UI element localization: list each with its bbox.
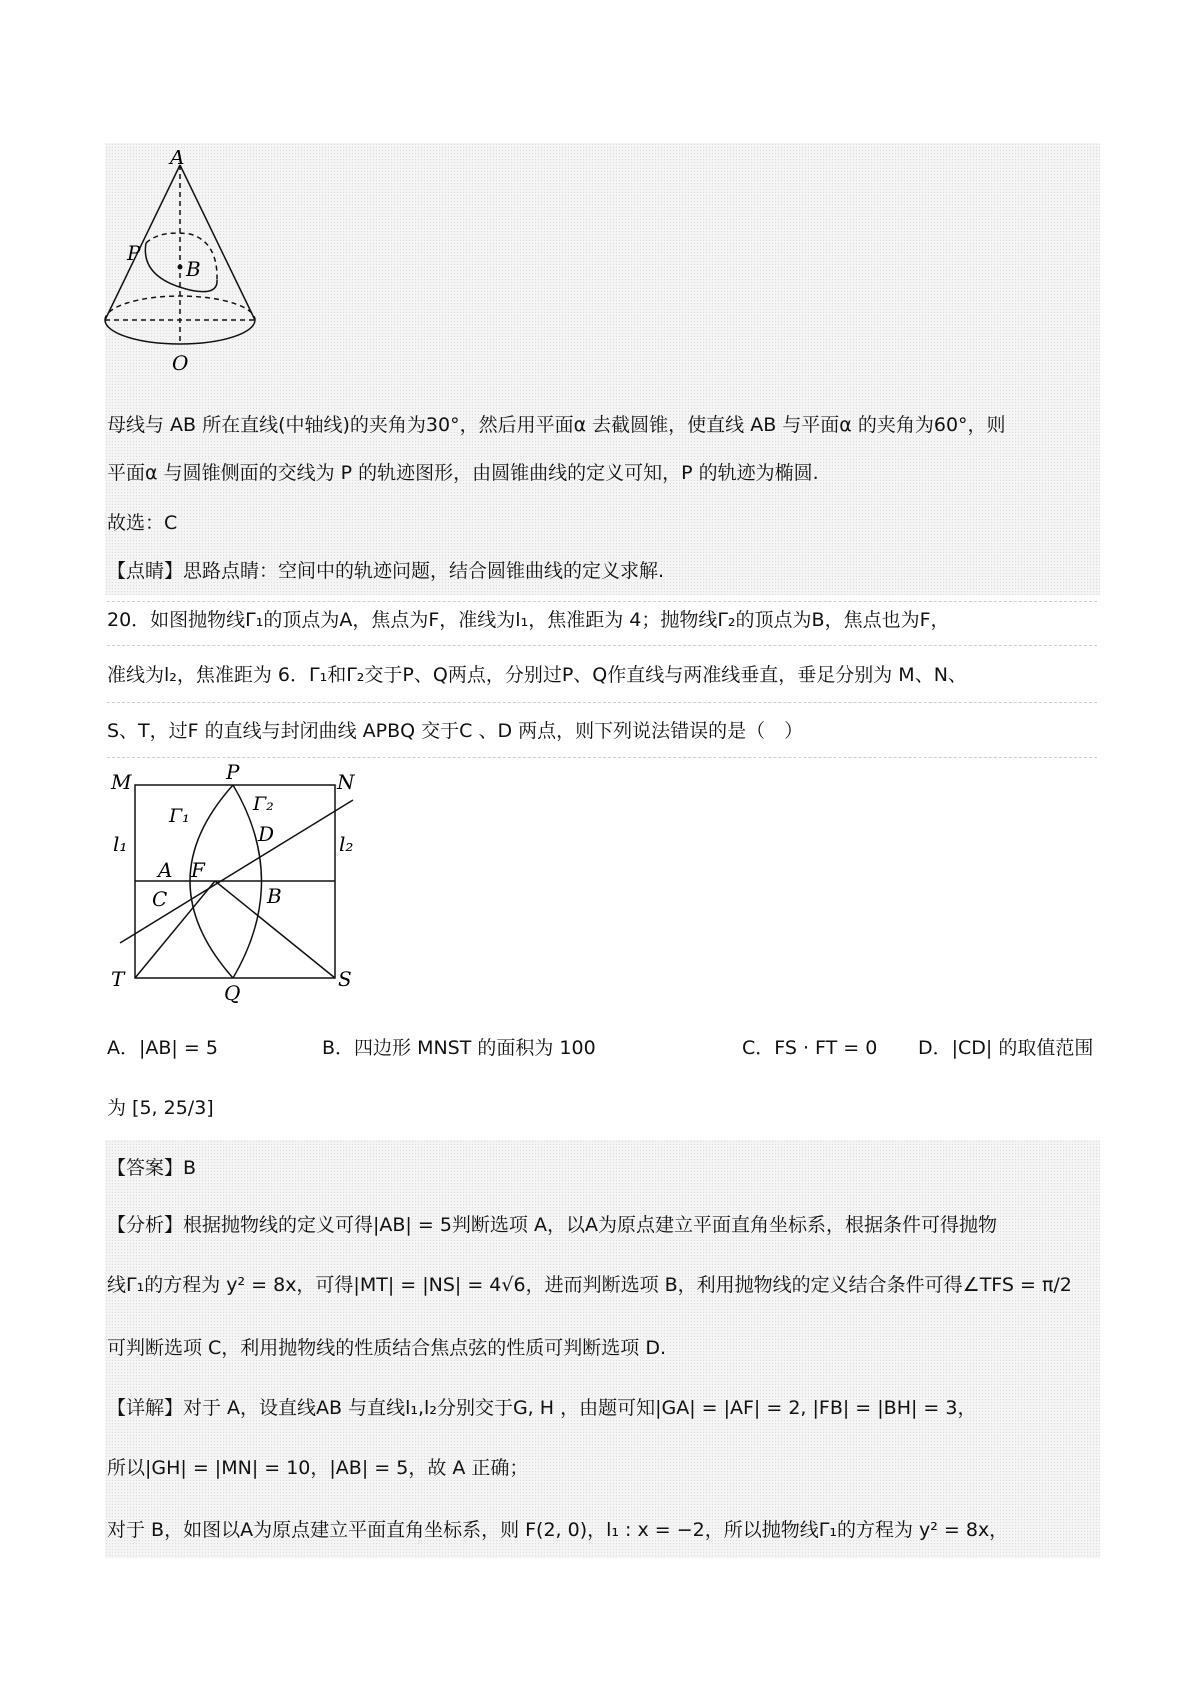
cone-label-a: A bbox=[170, 150, 185, 169]
q20-line3: S、T，过F 的直线与封闭曲线 APBQ 交于C 、D 两点，则下列说法错误的是（ ） bbox=[107, 720, 804, 742]
option-c: C．FS · FT = 0 bbox=[742, 1037, 878, 1059]
divider bbox=[107, 645, 1097, 646]
detail-line1: 【详解】对于 A，设直线AB 与直线l₁,l₂分别交于G, H ，由题可知|GA| = |AF| = 2, |FB| = |BH| = 3， bbox=[107, 1397, 977, 1419]
option-d: D．|CD| 的取值范围 bbox=[918, 1037, 1094, 1059]
analysis-line3: 可判断选项 C，利用抛物线的性质结合焦点弦的性质可判断选项 D. bbox=[107, 1337, 667, 1359]
q19-comment: 【点睛】思路点睛：空间中的轨迹问题，结合圆锥曲线的定义求解. bbox=[107, 560, 665, 582]
detail-line2: 所以|GH| = |MN| = 10，|AB| = 5，故 A 正确； bbox=[107, 1457, 529, 1479]
label-gamma2: Γ₂ bbox=[253, 793, 274, 815]
label-q: Q bbox=[224, 981, 241, 1005]
option-d-continued: 为 [5, 25/3] bbox=[107, 1097, 214, 1119]
answer: 【答案】B bbox=[107, 1157, 197, 1179]
label-b: B bbox=[267, 884, 282, 908]
divider bbox=[107, 601, 1097, 602]
option-b: B．四边形 MNST 的面积为 100 bbox=[322, 1037, 596, 1059]
q19-choice: 故选：C bbox=[107, 512, 178, 534]
label-d: D bbox=[258, 822, 275, 846]
parabola-figure bbox=[105, 760, 365, 1005]
analysis-line2: 线Γ₁的方程为 y² = 8x，可得|MT| = |NS| = 4√6，进而判断选项 B，利用抛物线的定义结合条件可得∠TFS = π/2 bbox=[107, 1274, 1072, 1296]
label-t: T bbox=[111, 967, 125, 991]
label-l2: l₂ bbox=[339, 832, 354, 856]
label-p: P bbox=[226, 760, 240, 784]
detail-line3: 对于 B，如图以A为原点建立平面直角坐标系，则 F(2, 0)，l₁ : x = −2，所以抛物线Γ₁的方程为 y² = 8x， bbox=[107, 1519, 1009, 1541]
q19-explanation-line1: 母线与 AB 所在直线(中轴线)的夹角为30°，然后用平面α 去截圆锥，使直线 AB 与平面α 的夹角为60°，则 bbox=[107, 414, 1006, 436]
cone-figure bbox=[100, 150, 260, 385]
label-l1: l₁ bbox=[113, 832, 128, 856]
cone-label-p: P bbox=[127, 241, 141, 265]
cone-label-o: O bbox=[172, 351, 189, 375]
label-f: F bbox=[191, 858, 205, 882]
label-n: N bbox=[337, 770, 355, 794]
option-a: A．|AB| = 5 bbox=[107, 1037, 218, 1059]
q19-explanation-line2: 平面α 与圆锥侧面的交线为 P 的轨迹图形，由圆锥曲线的定义可知，P 的轨迹为椭圆. bbox=[107, 462, 819, 484]
divider bbox=[107, 702, 1097, 703]
cone-label-b: B bbox=[186, 257, 201, 281]
label-s: S bbox=[338, 967, 352, 991]
q20-line2: 准线为l₂，焦准距为 6．Γ₁和Γ₂交于P、Q两点，分别过P、Q作直线与两准线垂直，垂足分别为 M、N、 bbox=[107, 664, 967, 686]
label-m: M bbox=[111, 770, 132, 794]
label-gamma1: Γ₁ bbox=[169, 805, 190, 827]
label-a: A bbox=[158, 858, 173, 882]
analysis-line1: 【分析】根据抛物线的定义可得|AB| = 5判断选项 A，以A为原点建立平面直角坐标系，根据条件可得抛物 bbox=[107, 1214, 997, 1236]
q20-line1: 20．如图抛物线Γ₁的顶点为A，焦点为F，准线为l₁，焦准距为 4；抛物线Γ₂的顶点为B，焦点也为F， bbox=[107, 609, 950, 631]
divider bbox=[107, 757, 1097, 758]
label-c: C bbox=[152, 887, 168, 911]
